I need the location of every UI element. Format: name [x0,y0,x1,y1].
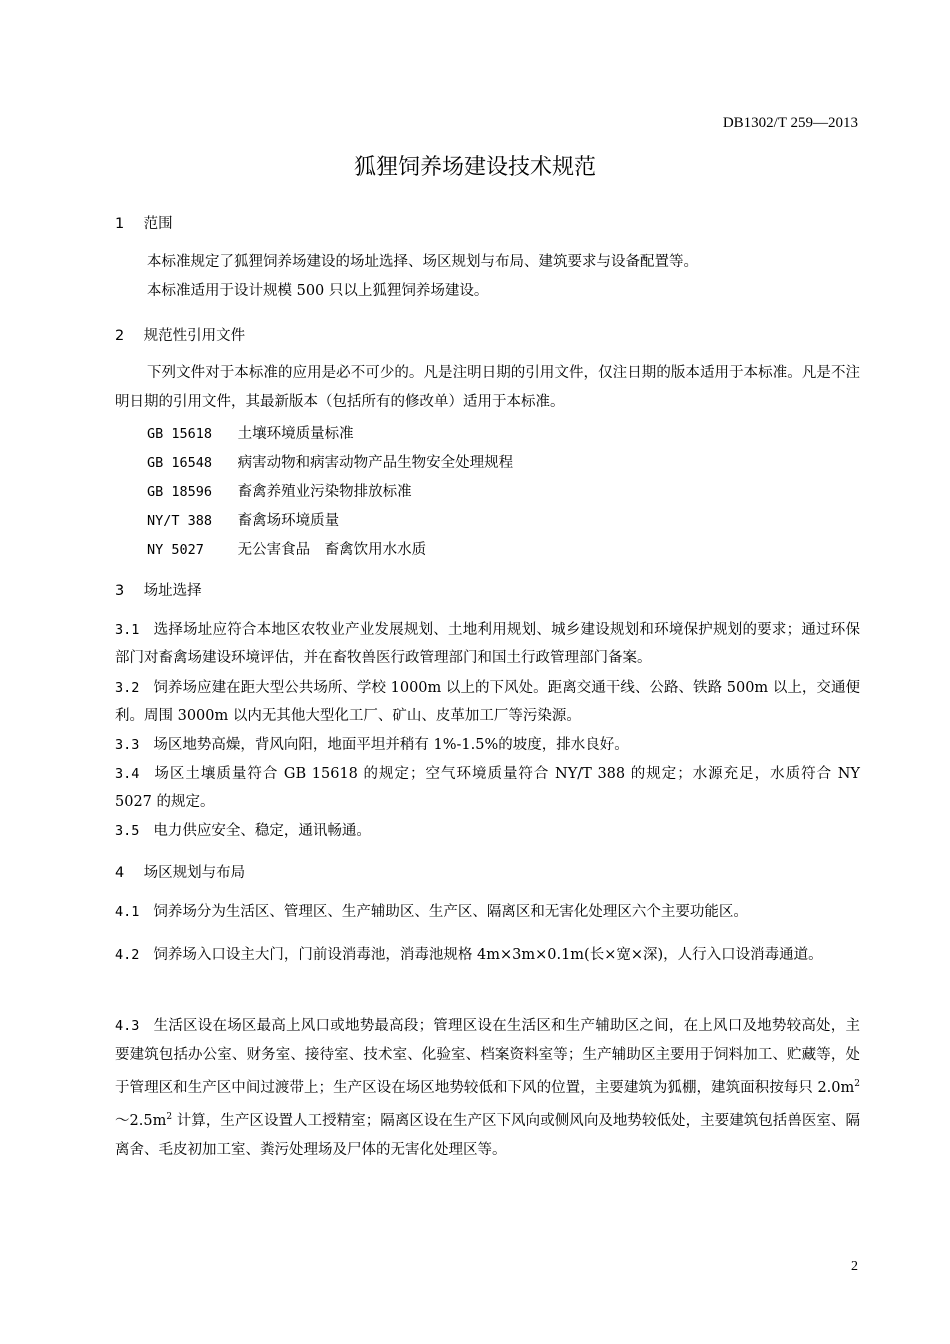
section-title: 范围 [143,216,173,232]
section-title: 场址选择 [143,583,202,599]
clause-text: 场区土壤质量符合 GB 15618 的规定；空气环境质量符合 NY/T 388 的规定；水源充足，水质符合 NY 5027 的规定。 [115,766,860,810]
clause-text: ～2.5m [115,1112,167,1129]
section-heading-1 [115,212,173,233]
reference-code: GB 15618 [147,426,213,442]
clause-3-3 [115,731,860,759]
reference-code: GB 18596 [147,484,213,500]
section-number: 4 [115,865,125,881]
clause-text: 选择场址应符合本地区农牧业产业发展规划、土地利用规划、城乡建设规划和环境保护规划的要求；通过环保部门对畜禽场建设环境评估，并在畜牧兽医行政管理部门和国土行政管理部门备案。 [115,622,860,666]
reference-name: 无公害食品 畜禽饮用水水质 [237,542,427,558]
clause-4-3 [115,1012,860,1165]
section-number: 1 [115,216,125,232]
reference-item [147,422,354,443]
clause-number: 4.2 [115,947,140,963]
reference-name: 土壤环境质量标准 [237,426,354,442]
clause-number: 3.3 [115,737,140,753]
page-number: 2 [851,1259,858,1274]
clause-text: 场区地势高燥，背风向阳，地面平坦并稍有 1%-1.5%的坡度，排水良好。 [153,737,629,753]
section-number: 3 [115,583,125,599]
clause-4-1 [115,898,860,926]
clause-number: 3.2 [115,680,140,696]
clause-text: 饲养场分为生活区、管理区、生产辅助区、生产区、隔离区和无害化处理区六个主要功能区。 [153,904,748,920]
paragraph: 本标准适用于设计规模 500 只以上狐狸饲养场建设。 [147,283,489,299]
reference-item [147,509,339,530]
reference-name: 畜禽养殖业污染物排放标准 [237,484,412,500]
section-number: 2 [115,328,125,344]
clause-3-1 [115,616,860,672]
clause-text: 生活区设在场区最高上风口或地势最高段；管理区设在生活区和生产辅助区之间，在上风口及地势较高处，主要建筑包括办公室、财务室、接待室、技术室、化验室、档案资料室等；生产辅助区主要用于饲料加工、贮藏等，处于管理区和生产区中间过渡带上；生产区设在场区地势较低和下风的位置，主要建筑为狐棚，建筑面积按每只 2.0m [115,1018,860,1096]
reference-item [147,480,412,501]
reference-name: 畜禽场环境质量 [237,513,340,529]
clause-text: 计算，生产区设置人工授精室；隔离区设在生产区下风向或侧风向及地势较低处，主要建筑包括兽医室、隔离舍、毛皮初加工室、粪污处理场及尸体的无害化处理区等。 [115,1112,861,1158]
reference-item [147,538,426,559]
clause-3-4 [115,760,860,816]
clause-number: 4.3 [115,1018,140,1034]
reference-code: GB 16548 [147,455,213,471]
section-heading-3 [115,579,202,600]
clause-number: 3.4 [115,766,140,782]
paragraph: 本标准规定了狐狸饲养场建设的场址选择、场区规划与布局、建筑要求与设备配置等。 [147,254,698,270]
page-title: 狐狸饲养场建设技术规范 [353,155,596,180]
reference-code: NY 5027 [147,542,204,558]
section-heading-4 [115,861,245,882]
section-heading-2 [115,324,245,345]
clause-text: 电力供应安全、稳定，通讯畅通。 [153,823,371,839]
document-id: DB1302/T 259—2013 [722,115,858,131]
reference-name: 病害动物和病害动物产品生物安全处理规程 [237,455,514,471]
clause-number: 3.5 [115,823,140,839]
paragraph: 下列文件对于本标准的应用是必不可少的。凡是注明日期的引用文件，仅注日期的版本适用于本标准。凡是不注明日期的引用文件，其最新版本（包括所有的修改单）适用于本标准。 [115,365,860,410]
clause-3-2 [115,674,860,730]
reference-item [147,451,513,472]
clause-3-5 [115,817,860,845]
section-title: 场区规划与布局 [143,865,246,881]
clause-number: 4.1 [115,904,140,920]
superscript: 2 [854,1079,860,1089]
clause-number: 3.1 [115,622,140,638]
reference-code: NY/T 388 [147,513,213,529]
clause-4-2 [115,941,860,969]
clause-text: 饲养场入口设主大门，门前设消毒池，消毒池规格 4m×3m×0.1m(长×宽×深)，人行入口设消毒通道。 [153,947,823,963]
superscript: 2 [166,1111,173,1122]
clause-text: 饲养场应建在距大型公共场所、学校 1000m 以上的下风处。距离交通干线、公路、铁路 500m 以上，交通便利。周围 3000m 以内无其他大型化工厂、矿山、皮革加工厂等污染源。 [115,680,860,724]
section-title: 规范性引用文件 [143,328,246,344]
